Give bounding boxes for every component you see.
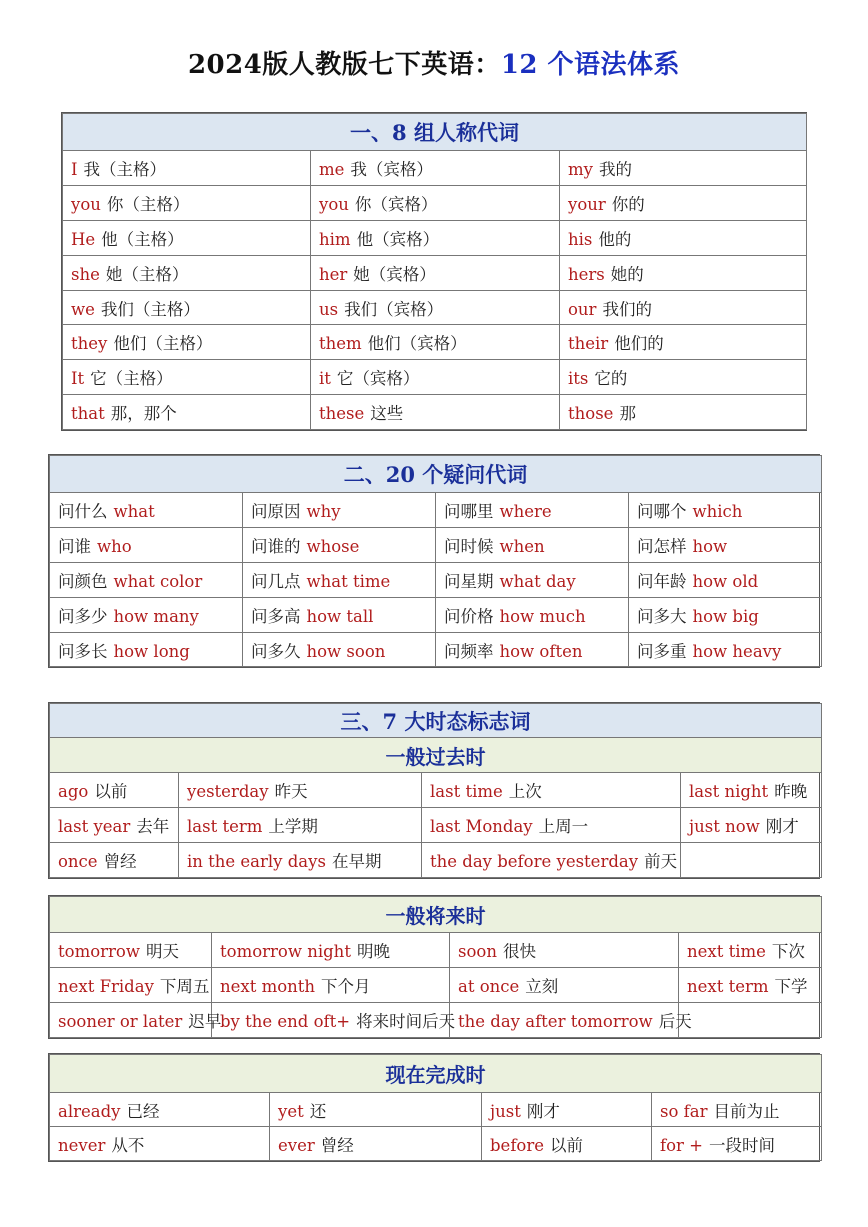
past-marker-row bbox=[50, 843, 822, 878]
chinese-meaning: 我的 bbox=[598, 159, 632, 179]
past-marker-cell bbox=[681, 843, 822, 878]
perfect-marker-row bbox=[50, 1127, 822, 1161]
english-term: you bbox=[71, 194, 101, 214]
chinese-meaning: 它的 bbox=[594, 369, 628, 389]
chinese-meaning: 曾经 bbox=[103, 852, 137, 871]
english-term: how long bbox=[113, 641, 190, 661]
future-marker-row bbox=[50, 1003, 822, 1038]
pronoun-row bbox=[63, 151, 807, 186]
chinese-meaning: 问什么 bbox=[58, 501, 108, 521]
future-tense-table bbox=[48, 895, 820, 1039]
chinese-meaning: 问多长 bbox=[58, 641, 108, 661]
english-term: how many bbox=[113, 606, 199, 626]
past-marker-cell bbox=[179, 808, 422, 843]
english-term: she bbox=[71, 264, 100, 284]
english-term: already bbox=[58, 1101, 121, 1121]
english-term: my bbox=[568, 159, 593, 179]
pronoun-cell bbox=[63, 255, 311, 290]
chinese-meaning: 那 bbox=[619, 404, 636, 424]
english-term: soon bbox=[458, 942, 497, 961]
english-term: next Friday bbox=[58, 977, 154, 996]
pronoun-cell bbox=[560, 290, 807, 325]
chinese-meaning: 下学 bbox=[774, 977, 808, 996]
chinese-meaning: 问颜色 bbox=[58, 571, 108, 591]
chinese-meaning: 后天 bbox=[658, 1012, 692, 1031]
english-term: how old bbox=[692, 571, 759, 591]
english-term: last term bbox=[187, 817, 263, 836]
future-marker-cell bbox=[450, 968, 679, 1003]
personal-pronouns-table bbox=[61, 112, 807, 431]
section1-heading: 一、8 组人称代词 bbox=[63, 114, 807, 151]
english-term: once bbox=[58, 852, 98, 871]
chinese-meaning: 下次 bbox=[771, 942, 805, 961]
pronoun-cell bbox=[560, 151, 807, 186]
question-word-cell bbox=[243, 597, 436, 632]
english-term: the day after tomorrow bbox=[458, 1012, 653, 1031]
chinese-meaning: 她（宾格） bbox=[353, 264, 436, 284]
english-term: ever bbox=[278, 1135, 315, 1155]
chinese-meaning: 你（主格） bbox=[106, 194, 190, 214]
question-word-cell bbox=[50, 597, 243, 632]
chinese-meaning: 问谁的 bbox=[251, 536, 301, 556]
past-tense-table bbox=[48, 702, 820, 879]
english-term: them bbox=[319, 334, 362, 354]
question-word-cell bbox=[436, 597, 629, 632]
chinese-meaning: 那，那个 bbox=[110, 404, 177, 424]
chinese-meaning: 迟早 bbox=[188, 1012, 222, 1031]
english-term: how heavy bbox=[692, 641, 782, 661]
past-marker-cell bbox=[179, 773, 422, 808]
pronoun-row bbox=[63, 220, 807, 255]
chinese-meaning: 上学期 bbox=[268, 817, 318, 836]
question-word-cell bbox=[50, 527, 243, 562]
question-word-row bbox=[50, 493, 822, 528]
perfect-marker-cell bbox=[50, 1093, 270, 1127]
question-word-row bbox=[50, 597, 822, 632]
chinese-meaning: 明天 bbox=[145, 942, 179, 961]
chinese-meaning: 昨天 bbox=[274, 782, 308, 801]
chinese-meaning: 去年 bbox=[136, 817, 170, 836]
chinese-meaning: 一段时间 bbox=[709, 1135, 775, 1155]
english-term: how often bbox=[499, 641, 583, 661]
english-term: him bbox=[319, 229, 351, 249]
chinese-meaning: 将来时间后天 bbox=[356, 1012, 456, 1031]
future-marker-cell bbox=[212, 1003, 456, 1038]
english-term: last night bbox=[689, 782, 769, 801]
past-marker-cell bbox=[422, 843, 681, 878]
pronoun-cell bbox=[311, 325, 560, 360]
english-term: just now bbox=[689, 817, 760, 836]
pronoun-cell bbox=[311, 151, 560, 186]
chinese-meaning: 他们（主格） bbox=[113, 334, 213, 354]
english-term: last time bbox=[430, 782, 503, 801]
chinese-meaning: 他（主格） bbox=[101, 229, 184, 249]
pronoun-row bbox=[63, 395, 807, 430]
question-word-cell bbox=[50, 632, 243, 667]
pronoun-cell bbox=[311, 290, 560, 325]
english-term: sooner or later bbox=[58, 1012, 183, 1031]
english-term: how big bbox=[692, 606, 759, 626]
english-term: yet bbox=[278, 1101, 304, 1121]
perfect-marker-row bbox=[50, 1093, 822, 1127]
pronoun-row bbox=[63, 255, 807, 290]
english-term: what day bbox=[499, 571, 576, 591]
future-marker-row bbox=[50, 968, 822, 1003]
past-marker-cell bbox=[422, 773, 681, 808]
english-term: ago bbox=[58, 782, 89, 801]
english-term: at once bbox=[458, 977, 520, 996]
english-term: where bbox=[499, 501, 552, 521]
english-term: which bbox=[692, 501, 743, 521]
future-marker-cell bbox=[450, 1003, 692, 1038]
english-term: yesterday bbox=[187, 782, 269, 801]
pronoun-cell bbox=[311, 255, 560, 290]
pronoun-row bbox=[63, 290, 807, 325]
chinese-meaning: 问多少 bbox=[58, 606, 108, 626]
pronoun-cell bbox=[560, 220, 807, 255]
chinese-meaning: 问多久 bbox=[251, 641, 301, 661]
pronoun-cell bbox=[311, 185, 560, 220]
pronoun-cell bbox=[63, 290, 311, 325]
question-word-cell bbox=[436, 527, 629, 562]
chinese-meaning: 从不 bbox=[111, 1135, 145, 1155]
chinese-meaning: 问多重 bbox=[637, 641, 687, 661]
chinese-meaning: 我（主格） bbox=[83, 159, 167, 179]
chinese-meaning: 还 bbox=[309, 1101, 327, 1121]
chinese-meaning: 问哪个 bbox=[637, 501, 687, 521]
past-tense-heading: 一般过去时 bbox=[50, 738, 822, 773]
english-term: just bbox=[490, 1101, 521, 1121]
chinese-meaning: 下个月 bbox=[321, 977, 371, 996]
english-term: what time bbox=[306, 571, 391, 591]
chinese-meaning: 问哪里 bbox=[444, 501, 494, 521]
question-word-cell bbox=[243, 562, 436, 597]
chinese-meaning: 她（主格） bbox=[105, 264, 189, 284]
chinese-meaning: 昨晚 bbox=[774, 782, 808, 801]
question-word-cell bbox=[629, 527, 822, 562]
english-term: whose bbox=[306, 536, 360, 556]
english-term: tomorrow bbox=[58, 942, 140, 961]
future-marker-cell bbox=[50, 933, 212, 968]
perfect-marker-cell bbox=[50, 1127, 270, 1161]
chinese-meaning: 他（宾格） bbox=[356, 229, 440, 249]
english-term: by the end oft+ bbox=[220, 1012, 351, 1031]
question-word-cell bbox=[50, 493, 243, 528]
chinese-meaning: 以前 bbox=[550, 1135, 584, 1155]
pronoun-row bbox=[63, 360, 807, 395]
english-term: his bbox=[568, 229, 593, 249]
question-word-cell bbox=[50, 562, 243, 597]
future-marker-cell bbox=[450, 933, 679, 968]
future-marker-cell bbox=[212, 968, 450, 1003]
english-term: these bbox=[319, 404, 365, 424]
english-term: last Monday bbox=[430, 817, 533, 836]
title-part1: 2024版人教版七下英语： bbox=[187, 50, 501, 80]
present-perfect-table bbox=[48, 1053, 820, 1162]
english-term: It bbox=[71, 369, 85, 389]
english-term: He bbox=[71, 229, 96, 249]
pronoun-cell bbox=[311, 220, 560, 255]
chinese-meaning: 我（宾格） bbox=[350, 159, 433, 179]
past-marker-cell bbox=[179, 843, 422, 878]
section3-heading: 三、7 大时态标志词 bbox=[50, 704, 822, 738]
pronoun-cell bbox=[63, 360, 311, 395]
chinese-meaning: 这些 bbox=[370, 404, 404, 424]
english-term: last year bbox=[58, 817, 131, 836]
perfect-marker-cell bbox=[652, 1093, 822, 1127]
question-word-cell bbox=[243, 632, 436, 667]
question-word-cell bbox=[436, 632, 629, 667]
question-word-cell bbox=[436, 562, 629, 597]
future-marker-cell bbox=[679, 968, 822, 1003]
pronoun-cell bbox=[560, 255, 807, 290]
past-marker-cell bbox=[681, 773, 822, 808]
question-word-cell bbox=[243, 493, 436, 528]
past-marker-row bbox=[50, 773, 822, 808]
english-term: next time bbox=[687, 942, 766, 961]
pronoun-cell bbox=[63, 151, 311, 186]
past-marker-row bbox=[50, 808, 822, 843]
chinese-meaning: 问频率 bbox=[444, 641, 494, 661]
chinese-meaning: 问多大 bbox=[637, 606, 687, 626]
past-marker-cell bbox=[50, 843, 179, 878]
chinese-meaning: 你（宾格） bbox=[354, 194, 438, 214]
present-perfect-heading: 现在完成时 bbox=[50, 1055, 822, 1093]
english-term: their bbox=[568, 334, 609, 354]
english-term: you bbox=[319, 194, 349, 214]
english-term: in the early days bbox=[187, 852, 326, 871]
english-term: when bbox=[499, 536, 545, 556]
pronoun-cell bbox=[63, 185, 311, 220]
chinese-meaning: 很快 bbox=[502, 942, 536, 961]
pronoun-cell bbox=[311, 360, 560, 395]
pronoun-cell bbox=[311, 395, 560, 430]
english-term: next month bbox=[220, 977, 316, 996]
chinese-meaning: 目前为止 bbox=[713, 1101, 780, 1121]
question-word-cell bbox=[629, 632, 822, 667]
chinese-meaning: 我们（主格） bbox=[100, 299, 200, 319]
chinese-meaning: 以前 bbox=[94, 782, 128, 801]
english-term: we bbox=[71, 299, 95, 319]
english-term: tomorrow night bbox=[220, 942, 351, 961]
future-marker-cell bbox=[679, 933, 822, 968]
future-marker-cell bbox=[679, 1003, 822, 1038]
perfect-marker-cell bbox=[652, 1127, 822, 1161]
chinese-meaning: 在早期 bbox=[331, 852, 382, 871]
chinese-meaning: 前天 bbox=[644, 852, 678, 871]
section2-heading: 二、20 个疑问代词 bbox=[50, 456, 822, 493]
chinese-meaning: 立刻 bbox=[525, 977, 559, 996]
question-word-row bbox=[50, 632, 822, 667]
question-word-cell bbox=[436, 493, 629, 528]
pronoun-cell bbox=[63, 220, 311, 255]
english-term: it bbox=[319, 369, 331, 389]
chinese-meaning: 他们的 bbox=[614, 334, 664, 354]
chinese-meaning: 我们的 bbox=[602, 299, 652, 319]
english-term: what bbox=[113, 501, 155, 521]
perfect-marker-cell bbox=[270, 1127, 482, 1161]
chinese-meaning: 明晚 bbox=[356, 942, 390, 961]
english-term: I bbox=[71, 159, 78, 179]
question-word-row bbox=[50, 527, 822, 562]
question-word-cell bbox=[629, 493, 822, 528]
english-term: what color bbox=[113, 571, 203, 591]
past-marker-cell bbox=[50, 773, 179, 808]
english-term: they bbox=[71, 334, 108, 354]
english-term: so far bbox=[660, 1101, 708, 1121]
english-term: the day before yesterday bbox=[430, 852, 639, 871]
chinese-meaning: 他的 bbox=[598, 229, 632, 249]
future-marker-cell bbox=[50, 968, 212, 1003]
perfect-marker-cell bbox=[482, 1127, 652, 1161]
english-term: before bbox=[490, 1135, 545, 1155]
chinese-meaning: 上次 bbox=[508, 782, 542, 801]
question-word-cell bbox=[629, 597, 822, 632]
chinese-meaning: 问星期 bbox=[444, 571, 494, 591]
future-marker-row bbox=[50, 933, 822, 968]
english-term: why bbox=[306, 501, 341, 521]
chinese-meaning: 他们（宾格） bbox=[367, 334, 467, 354]
chinese-meaning: 上周一 bbox=[538, 817, 589, 836]
pronoun-cell bbox=[560, 325, 807, 360]
english-term: our bbox=[568, 299, 597, 319]
perfect-marker-cell bbox=[270, 1093, 482, 1127]
english-term: that bbox=[71, 404, 105, 424]
chinese-meaning: 它（宾格） bbox=[336, 369, 420, 389]
chinese-meaning: 下周五 bbox=[159, 977, 210, 996]
past-marker-cell bbox=[681, 808, 822, 843]
pronoun-cell bbox=[560, 395, 807, 430]
english-term: how much bbox=[499, 606, 586, 626]
chinese-meaning: 问多高 bbox=[251, 606, 301, 626]
title-part2: 12 个语法体系 bbox=[500, 50, 681, 80]
future-tense-heading: 一般将来时 bbox=[50, 897, 822, 933]
english-term: its bbox=[568, 369, 589, 389]
chinese-meaning: 问怎样 bbox=[637, 536, 687, 556]
english-term: hers bbox=[568, 264, 605, 284]
pronoun-row bbox=[63, 185, 807, 220]
english-term: us bbox=[319, 299, 339, 319]
question-words-table bbox=[48, 454, 820, 668]
future-marker-cell bbox=[212, 933, 450, 968]
chinese-meaning: 她的 bbox=[610, 264, 644, 284]
page-title bbox=[0, 44, 868, 81]
pronoun-cell bbox=[63, 325, 311, 360]
english-term: your bbox=[568, 194, 606, 214]
chinese-meaning: 问谁 bbox=[58, 536, 91, 556]
question-word-row bbox=[50, 562, 822, 597]
english-term: never bbox=[58, 1135, 106, 1155]
past-marker-cell bbox=[422, 808, 681, 843]
chinese-meaning: 问价格 bbox=[444, 606, 494, 626]
pronoun-row bbox=[63, 325, 807, 360]
chinese-meaning: 你的 bbox=[611, 194, 645, 214]
english-term: those bbox=[568, 404, 614, 424]
chinese-meaning: 问时候 bbox=[444, 536, 494, 556]
english-term: how soon bbox=[306, 641, 386, 661]
chinese-meaning: 我们（宾格） bbox=[344, 299, 444, 319]
chinese-meaning: 问原因 bbox=[251, 501, 301, 521]
pronoun-cell bbox=[560, 360, 807, 395]
past-marker-cell bbox=[50, 808, 179, 843]
english-term: how tall bbox=[306, 606, 374, 626]
chinese-meaning: 已经 bbox=[126, 1101, 160, 1121]
english-term: how bbox=[692, 536, 728, 556]
question-word-cell bbox=[243, 527, 436, 562]
chinese-meaning: 问年龄 bbox=[637, 571, 687, 591]
chinese-meaning: 曾经 bbox=[320, 1135, 354, 1155]
english-term: who bbox=[97, 536, 132, 556]
english-term: next term bbox=[687, 977, 769, 996]
english-term: for + bbox=[660, 1135, 703, 1155]
chinese-meaning: 刚才 bbox=[765, 817, 799, 836]
future-marker-cell bbox=[50, 1003, 222, 1038]
pronoun-cell bbox=[560, 185, 807, 220]
question-word-cell bbox=[629, 562, 822, 597]
chinese-meaning: 刚才 bbox=[526, 1101, 560, 1121]
perfect-marker-cell bbox=[482, 1093, 652, 1127]
chinese-meaning: 问几点 bbox=[251, 571, 301, 591]
english-term: me bbox=[319, 159, 345, 179]
pronoun-cell bbox=[63, 395, 311, 430]
english-term: her bbox=[319, 264, 348, 284]
chinese-meaning: 它（主格） bbox=[90, 369, 173, 389]
